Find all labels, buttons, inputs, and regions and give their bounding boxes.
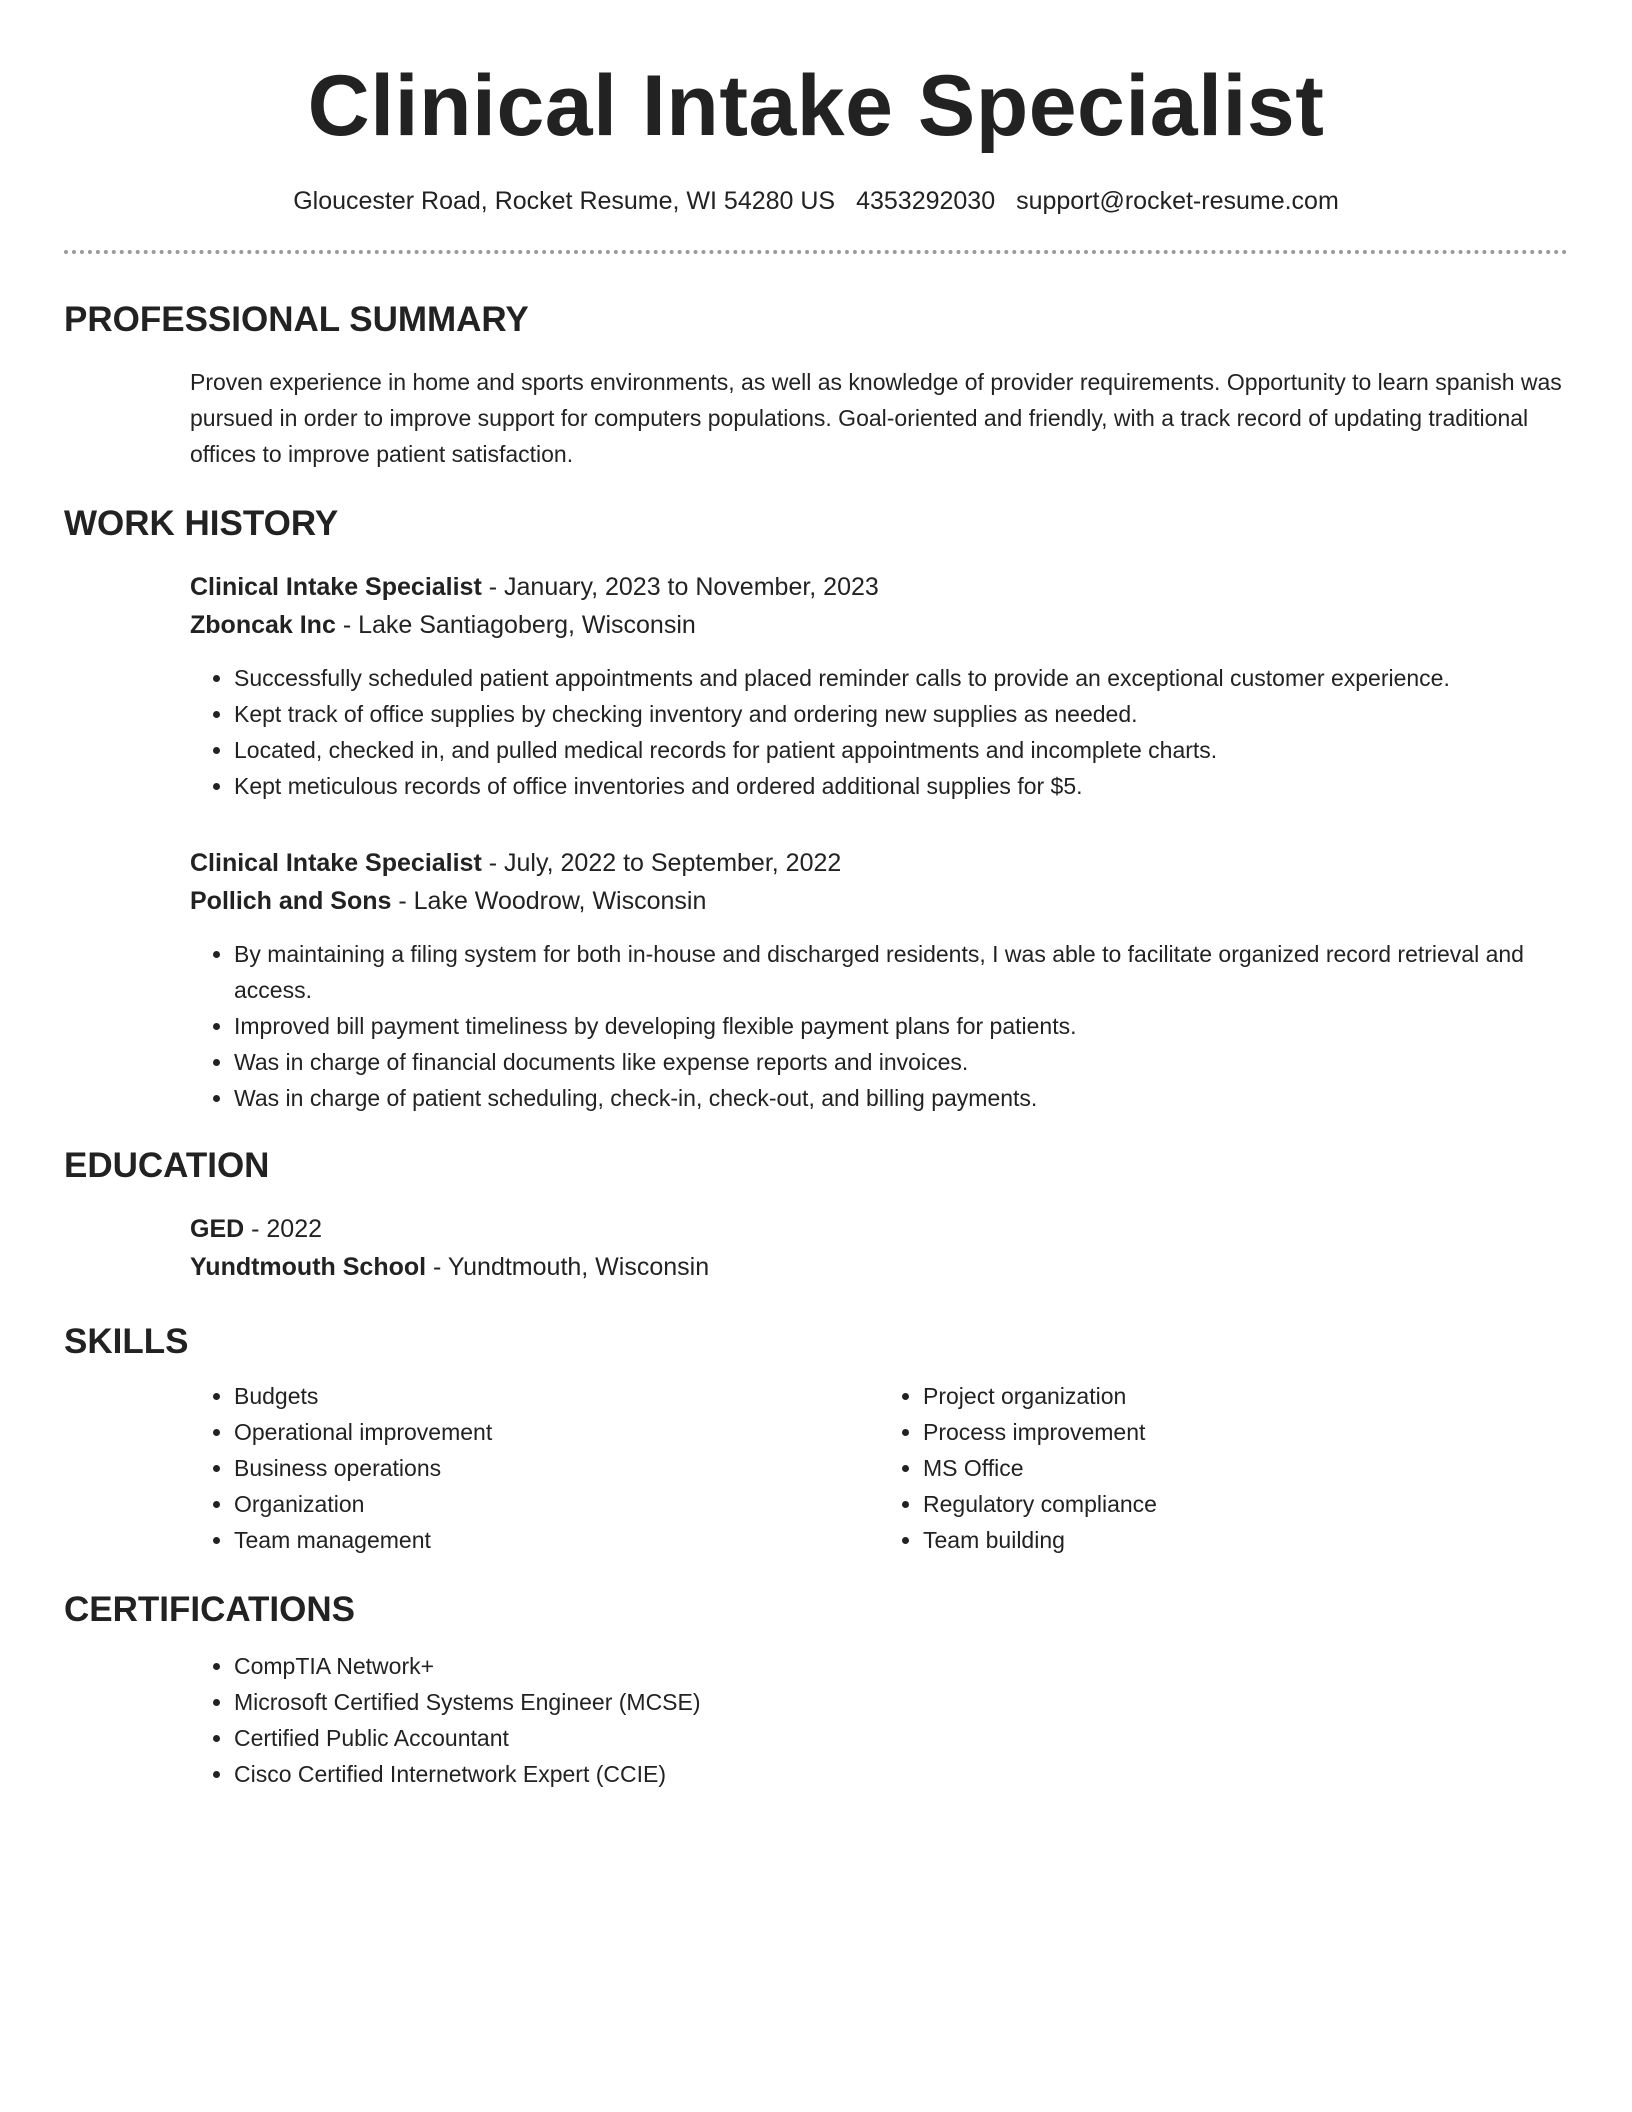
job-role-line [190,844,1568,882]
job-location: - Lake Woodrow, Wisconsin [391,887,707,915]
certifications-list [190,1648,1568,1792]
skills-column-right [879,1378,1568,1558]
job-dates: - January, 2023 to November, 2023 [481,573,879,601]
certification-item: • Cisco Certified Internetwork Expert (CCIE) [234,1756,1568,1792]
job-bullet: • Kept track of office supplies by checking inventory and ordering new supplies as needed. [234,696,1568,732]
education-year: - 2022 [244,1215,323,1243]
resume-page [64,0,1568,1792]
contact-phone: 4353292030 [856,187,996,215]
job-company: Zboncak Inc [190,611,336,639]
summary-text: Proven experience in home and sports environments, as well as knowledge of provider requirements. Opportunity to learn spanish was pursued in order to improve support for computers populations. Goal-oriented and friendly, with a track record of updating traditional offices to improve patient satisfaction. [190,369,1562,467]
job-role: Clinical Intake Specialist [190,849,482,877]
section-title-summary: PROFESSIONAL SUMMARY [64,300,529,339]
job-bullet: • Kept meticulous records of office inventories and ordered additional supplies for $5. [234,768,1568,804]
job-company-line [190,606,1568,644]
job-bullet: • Located, checked in, and pulled medical records for patient appointments and incomplete charts. [234,732,1568,768]
job-entry [190,568,1568,804]
job-bullet: • Improved bill payment timeliness by developing flexible payment plans for patients. [234,1008,1568,1044]
job-bullet: • Was in charge of financial documents like expense reports and invoices. [234,1044,1568,1080]
skill-item: • Operational improvement [234,1414,879,1450]
skill-item: • Process improvement [923,1414,1568,1450]
job-entry [190,844,1568,1116]
work-history-list [190,568,1568,1116]
education-location: - Yundtmouth, Wisconsin [426,1253,710,1281]
skill-item: • Business operations [234,1450,879,1486]
section-title-certifications: CERTIFICATIONS [64,1590,356,1629]
job-role: Clinical Intake Specialist [190,573,482,601]
header-divider [64,250,1568,254]
certification-item: • CompTIA Network+ [234,1648,1568,1684]
skill-item: • Team building [923,1522,1568,1558]
contact-email: support@rocket-resume.com [1016,187,1339,215]
contact-line [64,184,1568,218]
skills-column-left [190,1378,879,1558]
skill-item: • MS Office [923,1450,1568,1486]
certification-item: • Microsoft Certified Systems Engineer (MCSE) [234,1684,1568,1720]
education-school-line [190,1248,1568,1286]
education-degree-line [190,1210,1568,1248]
certifications-block [190,1648,1568,1792]
job-company: Pollich and Sons [190,887,392,915]
section-title-work-history: WORK HISTORY [64,504,339,543]
job-role-line [190,568,1568,606]
certification-item: • Certified Public Accountant [234,1720,1568,1756]
education-entry [190,1210,1568,1286]
skill-item: • Project organization [923,1378,1568,1414]
job-dates: - July, 2022 to September, 2022 [481,849,842,877]
job-company-line [190,882,1568,920]
job-location: - Lake Santiagoberg, Wisconsin [335,611,696,639]
skill-item: • Team management [234,1522,879,1558]
education-degree: GED [190,1215,245,1243]
section-title-skills: SKILLS [64,1322,189,1361]
job-bullet: • By maintaining a filing system for both in-house and discharged residents, I was able to facilitate organized record retrieval and access. [234,936,1568,1008]
skill-item: • Budgets [234,1378,879,1414]
resume-name: Clinical Intake Specialist [307,58,1325,154]
section-title-education: EDUCATION [64,1146,270,1185]
skill-item: • Organization [234,1486,879,1522]
skills-grid [190,1378,1568,1558]
job-bullets [190,660,1568,804]
job-bullet: • Was in charge of patient scheduling, check-in, check-out, and billing payments. [234,1080,1568,1116]
skill-item: • Regulatory compliance [923,1486,1568,1522]
job-bullets [190,936,1568,1116]
contact-address: Gloucester Road, Rocket Resume, WI 54280 US [293,187,836,215]
education-school: Yundtmouth School [190,1253,427,1281]
job-bullet: • Successfully scheduled patient appointments and placed reminder calls to provide an exceptional customer experience. [234,660,1568,696]
